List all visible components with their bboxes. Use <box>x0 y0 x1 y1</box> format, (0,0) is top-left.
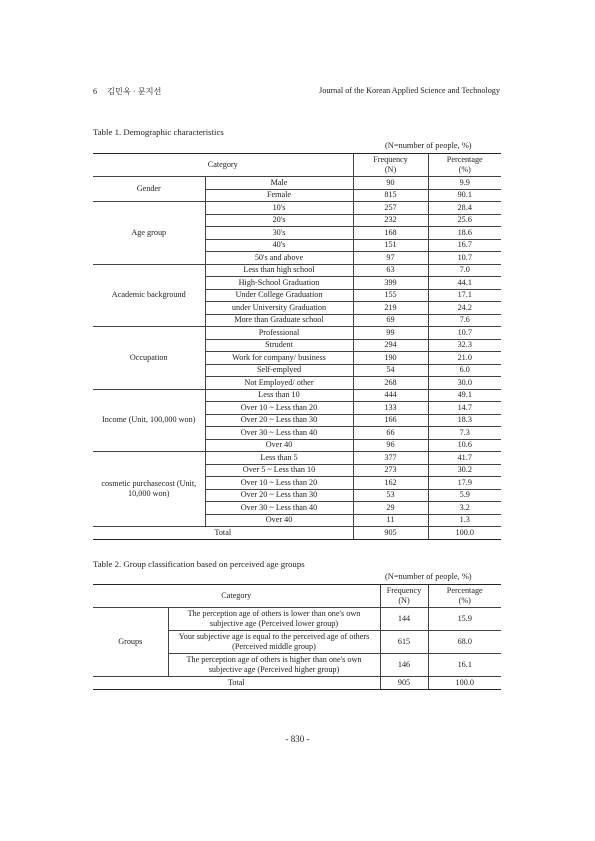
running-head-left <box>93 86 161 97</box>
subcategory-cell: Self-emplyed <box>205 364 353 377</box>
frequency-cell: 377 <box>353 452 428 465</box>
category-group-cell: Groups <box>93 608 168 677</box>
subcategory-cell: Over 20 ~ Less than 30 <box>205 414 353 427</box>
frequency-cell: 151 <box>353 239 428 252</box>
percentage-cell: 9.9 <box>428 177 501 190</box>
column-header-percentage-label: Percentage <box>446 154 483 164</box>
percentage-cell: 44.1 <box>428 277 501 290</box>
subcategory-cell: The perception age of others is lower than one's own subjective age (Perceived lower group) <box>168 608 380 631</box>
column-header-frequency-label: Frequency <box>373 154 408 164</box>
subcategory-cell: Under College Graduation <box>205 289 353 302</box>
category-group-cell: Academic background <box>93 264 205 327</box>
subcategory-cell: Work for company/ business <box>205 352 353 365</box>
page-number: 6 <box>93 87 98 96</box>
subcategory-cell: 50's and above <box>205 252 353 265</box>
percentage-cell: 7.3 <box>428 427 501 440</box>
frequency-cell: 99 <box>353 327 428 340</box>
frequency-cell: 257 <box>353 202 428 215</box>
subcategory-cell: Over 5 ~ Less than 10 <box>205 464 353 477</box>
frequency-cell: 133 <box>353 402 428 415</box>
table-row <box>93 264 501 277</box>
percentage-cell: 41.7 <box>428 452 501 465</box>
category-group-cell: Occupation <box>93 327 205 390</box>
percentage-cell: 15.9 <box>428 608 501 631</box>
column-header-category: Category <box>93 585 380 608</box>
subcategory-cell: More than Graduate school <box>205 314 353 327</box>
table-row <box>93 177 501 190</box>
frequency-cell: 273 <box>353 464 428 477</box>
subcategory-cell: The perception age of others is higher than one's own subjective age (Perceived higher group) <box>168 654 380 677</box>
total-percentage: 100.0 <box>428 527 501 540</box>
subcategory-cell: Your subjective age is equal to the perceived age of others (Perceived middle group) <box>168 631 380 654</box>
frequency-cell: 294 <box>353 339 428 352</box>
subcategory-cell: Less than 10 <box>205 389 353 402</box>
column-header-frequency-unit: (N) <box>384 165 397 174</box>
subcategory-cell: Not Employed/ other <box>205 377 353 390</box>
frequency-cell: 90 <box>353 177 428 190</box>
frequency-cell: 190 <box>353 352 428 365</box>
frequency-cell: 615 <box>380 631 428 654</box>
percentage-cell: 16.1 <box>428 654 501 677</box>
frequency-cell: 168 <box>353 227 428 240</box>
percentage-cell: 28.4 <box>428 202 501 215</box>
frequency-cell: 399 <box>353 277 428 290</box>
total-row <box>93 527 501 540</box>
percentage-cell: 24.2 <box>428 302 501 315</box>
category-group-cell: Income (Unit, 100,000 won) <box>93 389 205 452</box>
column-header-frequency-label: Frequency <box>386 585 422 595</box>
frequency-cell: 63 <box>353 264 428 277</box>
subcategory-cell: Less than 5 <box>205 452 353 465</box>
column-header-percentage-unit: (%) <box>458 596 471 605</box>
column-header-frequency-unit: (N) <box>398 596 410 605</box>
percentage-cell: 3.2 <box>428 502 501 515</box>
percentage-cell: 10.7 <box>428 252 501 265</box>
total-frequency: 905 <box>380 677 428 690</box>
frequency-cell: 162 <box>353 477 428 490</box>
column-header-frequency <box>353 154 428 177</box>
percentage-cell: 10.7 <box>428 327 501 340</box>
total-label: Total <box>93 677 380 690</box>
subcategory-cell: 10's <box>205 202 353 215</box>
frequency-cell: 29 <box>353 502 428 515</box>
total-label: Total <box>93 527 353 540</box>
frequency-cell: 53 <box>353 489 428 502</box>
subcategory-cell: Over 30 ~ Less than 40 <box>205 427 353 440</box>
frequency-cell: 54 <box>353 364 428 377</box>
subcategory-cell: Over 40 <box>205 439 353 452</box>
percentage-cell: 18.3 <box>428 414 501 427</box>
subcategory-cell: Professional <box>205 327 353 340</box>
column-header-category: Category <box>93 154 353 177</box>
percentage-cell: 5.9 <box>428 489 501 502</box>
frequency-cell: 66 <box>353 427 428 440</box>
subcategory-cell: Male <box>205 177 353 190</box>
demographic-table <box>93 153 501 540</box>
percentage-cell: 30.0 <box>428 377 501 390</box>
frequency-cell: 97 <box>353 252 428 265</box>
table-row <box>93 452 501 465</box>
table1-unit-note: (N=number of people, %) <box>385 141 472 150</box>
percentage-cell: 25.6 <box>428 214 501 227</box>
percentage-cell: 30.2 <box>428 464 501 477</box>
frequency-cell: 444 <box>353 389 428 402</box>
percentage-cell: 7.0 <box>428 264 501 277</box>
subcategory-cell: High-School Graduation <box>205 277 353 290</box>
column-header-frequency <box>380 585 428 608</box>
table1-caption: Table 1. Demographic characteristics <box>93 127 224 137</box>
frequency-cell: 219 <box>353 302 428 315</box>
column-header-percentage-unit: (%) <box>458 165 471 174</box>
total-row <box>93 677 501 690</box>
frequency-cell: 146 <box>380 654 428 677</box>
category-group-cell: Age group <box>93 202 205 265</box>
subcategory-cell: Over 10 ~ Less than 20 <box>205 402 353 415</box>
percentage-cell: 10.6 <box>428 439 501 452</box>
percentage-cell: 18.6 <box>428 227 501 240</box>
subcategory-cell: Over 30 ~ Less than 40 <box>205 502 353 515</box>
percentage-cell: 16.7 <box>428 239 501 252</box>
table-row <box>93 389 501 402</box>
percentage-cell: 49.1 <box>428 389 501 402</box>
table-row <box>93 327 501 340</box>
frequency-cell: 155 <box>353 289 428 302</box>
frequency-cell: 11 <box>353 514 428 527</box>
frequency-cell: 815 <box>353 189 428 202</box>
page-footer: - 830 - <box>285 734 310 744</box>
column-header-percentage <box>428 585 501 608</box>
table2-unit-note: (N=number of people, %) <box>385 572 472 581</box>
percentage-cell: 90.1 <box>428 189 501 202</box>
journal-name: Journal of the Korean Applied Science and Technology <box>319 86 500 95</box>
percentage-cell: 32.3 <box>428 339 501 352</box>
percentage-cell: 68.0 <box>428 631 501 654</box>
total-frequency: 905 <box>353 527 428 540</box>
percentage-cell: 17.9 <box>428 477 501 490</box>
category-group-cell: Gender <box>93 177 205 202</box>
table-row <box>93 202 501 215</box>
group-classification-table <box>93 584 501 690</box>
percentage-cell: 6.0 <box>428 364 501 377</box>
frequency-cell: 144 <box>380 608 428 631</box>
percentage-cell: 7.6 <box>428 314 501 327</box>
subcategory-cell: 30's <box>205 227 353 240</box>
subcategory-cell: Over 40 <box>205 514 353 527</box>
frequency-cell: 268 <box>353 377 428 390</box>
subcategory-cell: Less than high school <box>205 264 353 277</box>
percentage-cell: 1.3 <box>428 514 501 527</box>
frequency-cell: 232 <box>353 214 428 227</box>
column-header-percentage-label: Percentage <box>446 585 483 595</box>
subcategory-cell: 20's <box>205 214 353 227</box>
frequency-cell: 166 <box>353 414 428 427</box>
authors: 김민옥 · 문지선 <box>107 87 162 96</box>
subcategory-cell: under University Graduation <box>205 302 353 315</box>
subcategory-cell: Strudent <box>205 339 353 352</box>
subcategory-cell: Over 20 ~ Less than 30 <box>205 489 353 502</box>
column-header-percentage <box>428 154 501 177</box>
subcategory-cell: Over 10 ~ Less than 20 <box>205 477 353 490</box>
subcategory-cell: 40's <box>205 239 353 252</box>
percentage-cell: 21.0 <box>428 352 501 365</box>
category-group-cell: cosmetic purchasecost (Unit, 10,000 won) <box>93 452 205 527</box>
table2-caption: Table 2. Group classification based on perceived age groups <box>93 559 305 569</box>
total-percentage: 100.0 <box>428 677 501 690</box>
percentage-cell: 14.7 <box>428 402 501 415</box>
frequency-cell: 69 <box>353 314 428 327</box>
subcategory-cell: Female <box>205 189 353 202</box>
table-row <box>93 608 501 631</box>
frequency-cell: 96 <box>353 439 428 452</box>
percentage-cell: 17.1 <box>428 289 501 302</box>
